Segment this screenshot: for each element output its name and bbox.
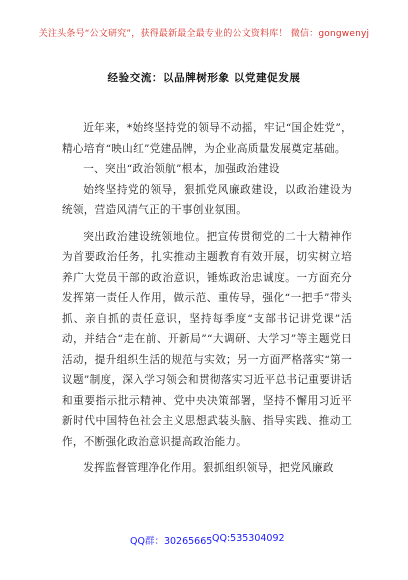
body-paragraph: 始终坚持党的领导，狠抓党风廉政建设，以政治建设为统领，营造风清气正的干事创业氛围。 (62, 183, 352, 216)
document-body (62, 118, 352, 479)
body-paragraph: 发挥监督管理净化作用。狠抓组织领导，把党风廉政 (83, 462, 334, 474)
header-banner: 关注头条号“公文研究”，获得最新最全最专业的公文资料库！ 微信：gongwenyj (38, 29, 370, 39)
qq-contact-text: QQ:535304092 (212, 533, 285, 544)
body-paragraph: 突出政治建设统领地位。把宣传贯彻党的二十大精神作为首要政治任务，扎实推动主题教育有效开展，切实树立培养广大党员干部的政治意识，锤炼政治忠诚度。一方面充分发挥第一责任人作用，做示范、重传导，强化“一把手”带头抓、亲自抓的责任意识，坚持每季度“支部书记讲党课”活动，并结合“走在前、开新局”“大调研、大学习”等主题党日活动，提升组织生活的规范与实效；另一方面严格落实“第一议题”制度，深入学习领会和贯彻落实习近平总书记重要讲话和重要指示批示精神、党中央决策部署，坚持不懈用习近平新时代中国特色社会主义思想武装头脑、指导实践、推动工作，不断强化政治意识提高政治能力。 (62, 230, 352, 448)
qq-group-text: QQ群：30265665 (130, 536, 213, 547)
document-title: 经验交流：以品牌树形象 以党建促发展 (107, 72, 301, 84)
section-heading: 一、突出“政治领航”根本，加强政治建设 (83, 163, 280, 175)
intro-paragraph: 近年来，*始终坚持党的领导不动摇，牢记“国企姓党”，精心培育“映山红”党建品牌，为企业高质量发展奠定基础。 (62, 122, 352, 155)
